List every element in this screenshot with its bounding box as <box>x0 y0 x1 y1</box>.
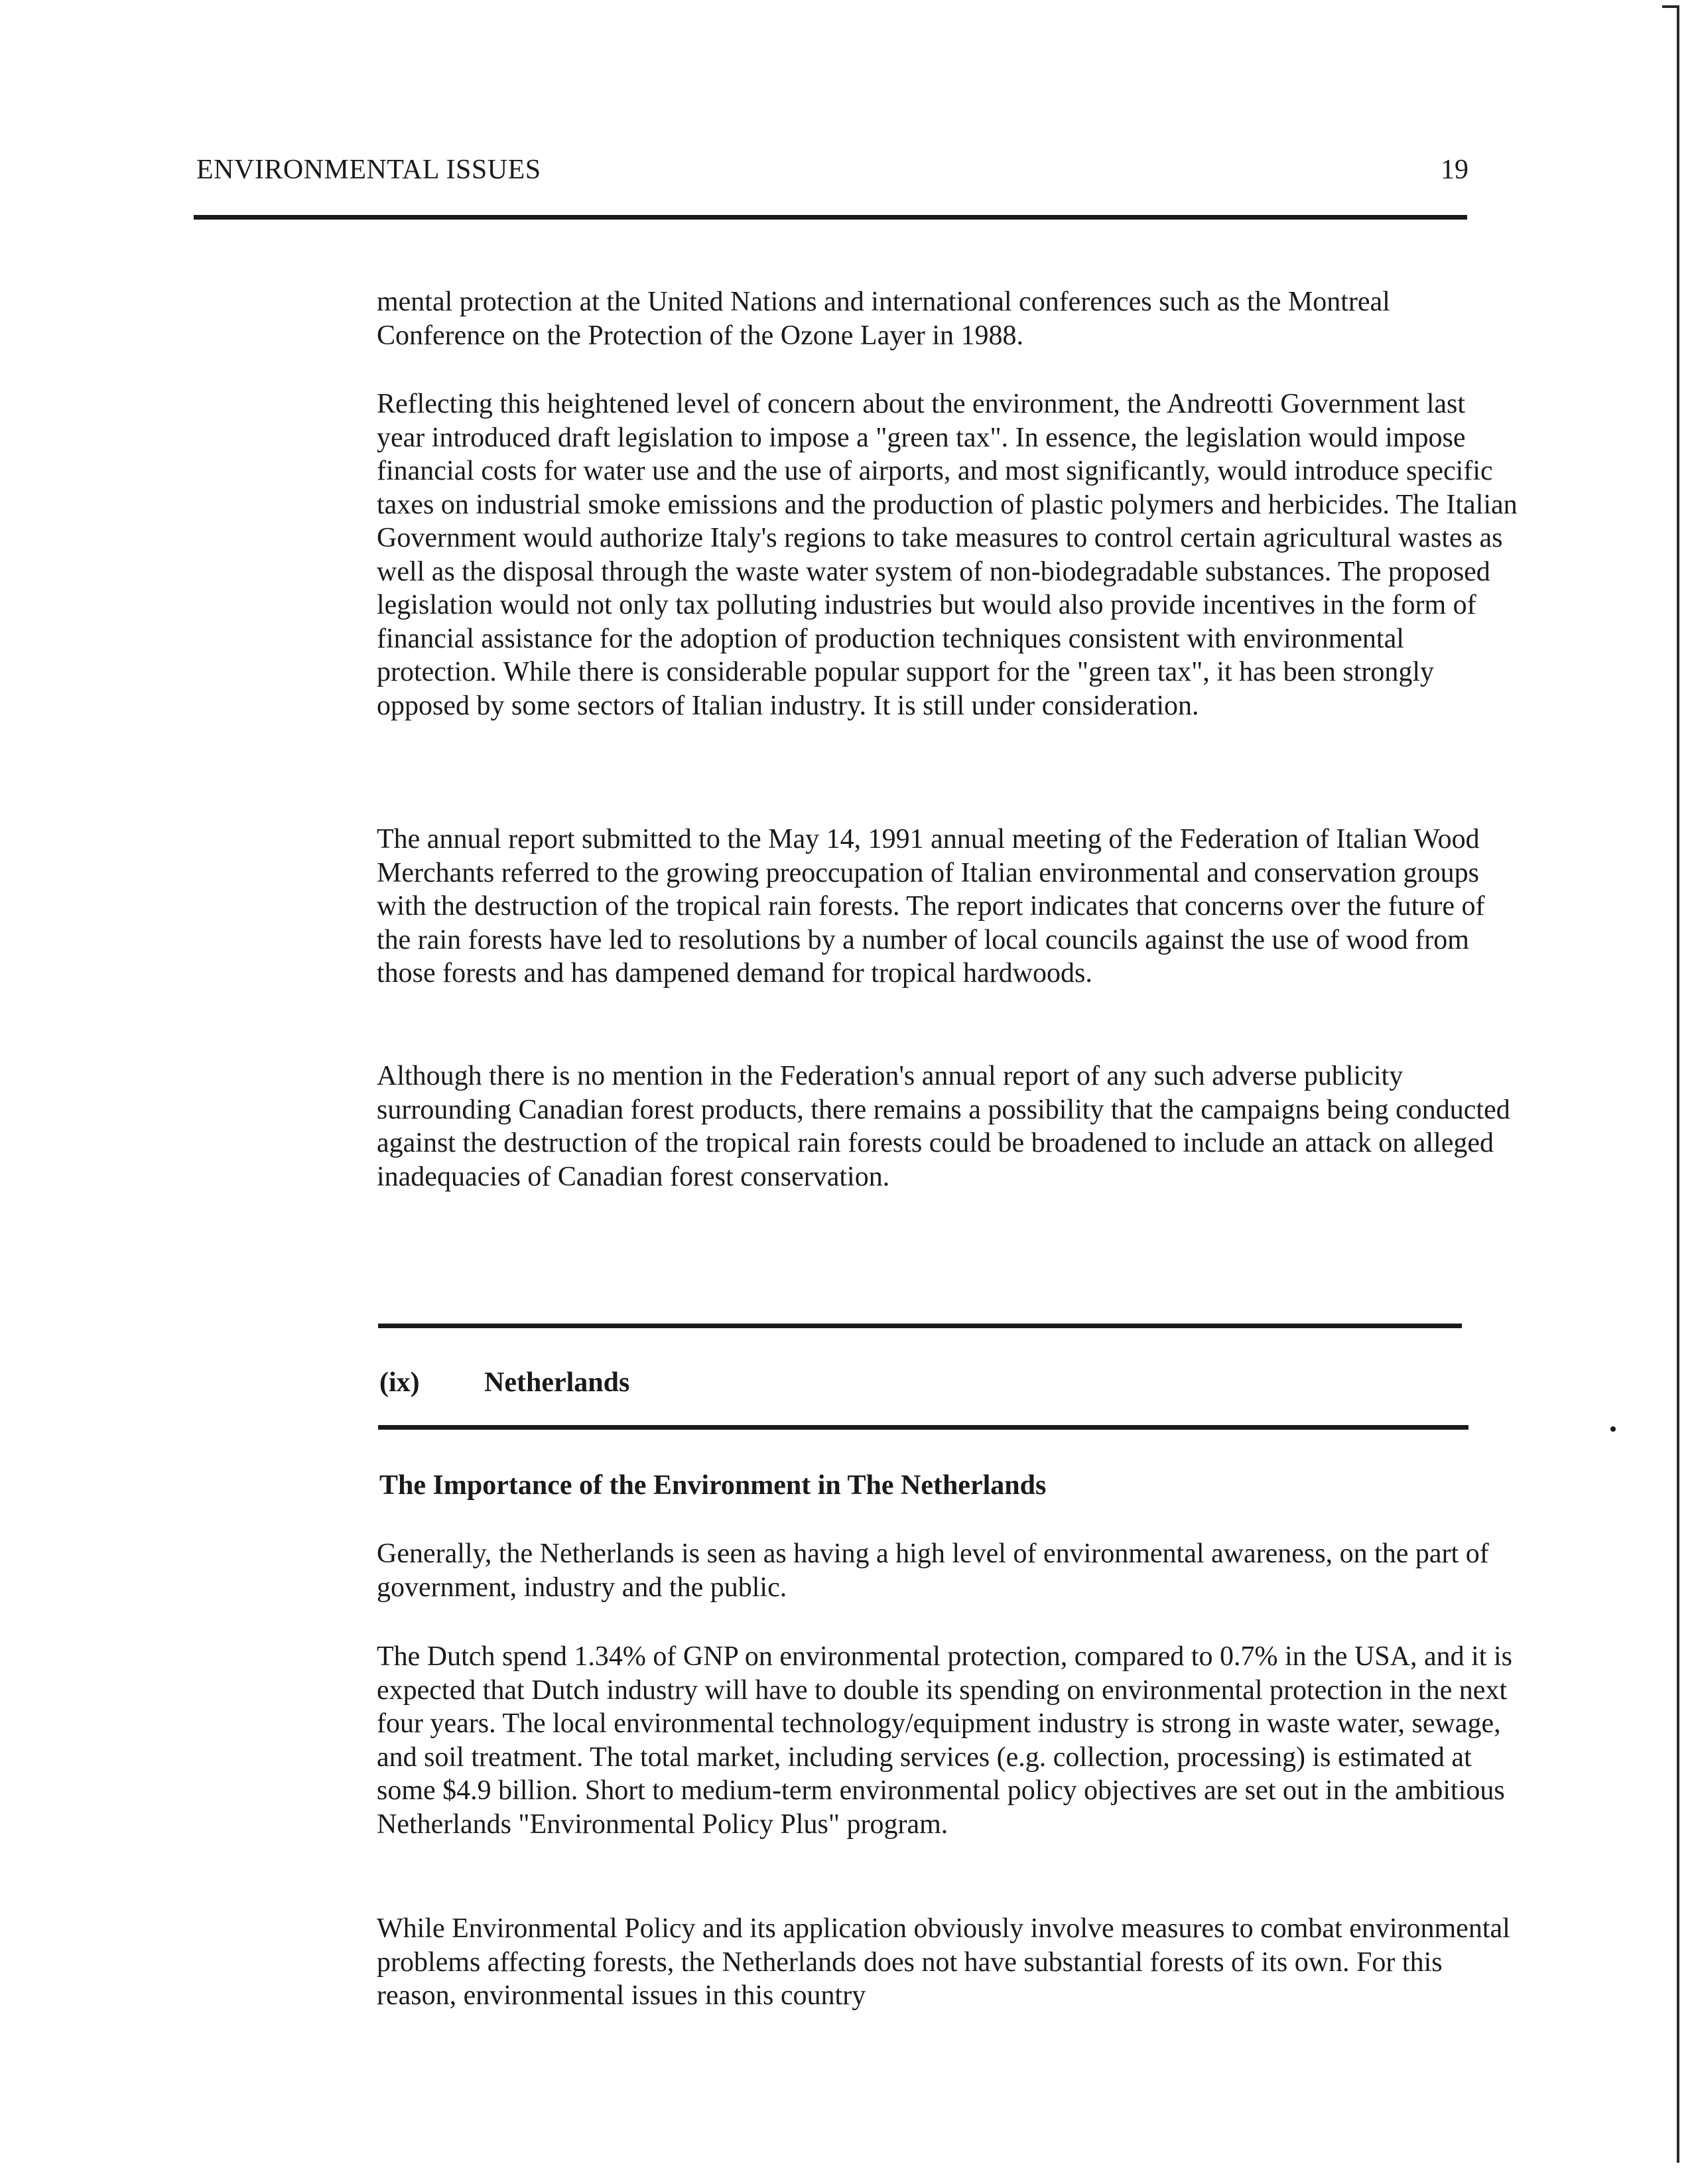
subheading: The Importance of the Environment in The Netherlands <box>379 1470 1047 1501</box>
header-rule <box>194 215 1467 220</box>
paragraph: Generally, the Netherlands is seen as having a high level of environmental awareness, on the part of government, industry and the public. <box>377 1538 1489 1603</box>
section-rule-bottom <box>378 1425 1468 1430</box>
page-number: 19 <box>1441 155 1468 185</box>
section-heading <box>379 1367 629 1399</box>
paragraph: The annual report submitted to the May 14, 1991 annual meeting of the Federation of Italian Wood Merchants referred to the growing preoccupation of Italian environmental and conservation groups with the destruction of the tropical rain forests. The report indicates that concerns over the future of the rain forests have led to resolutions by a number of local councils against the use of wood from those forests and has dampened demand for tropical hardwoods. <box>377 824 1485 989</box>
paragraph: mental protection at the United Nations and international conferences such as the Montreal Conference on the Protection of the Ozone Layer in 1988. <box>377 287 1390 351</box>
section-title: Netherlands <box>484 1367 630 1398</box>
paragraph: Reflecting this heightened level of concern about the environment, the Andreotti Government last year introduced draft legislation to impose a "green tax". In essence, the legislation would impose financial costs for water use and the use of airports, and most significantly, would introduce specific taxes on industrial smoke emissions and the production of plastic polymers and herbicides. The Italian Government would authorize Italy's regions to take measures to control certain agricultural wastes as well as the disposal through the waste water system of non-biodegradable substances. The proposed legislation would not only tax polluting industries but would also provide incentives in the form of financial assistance for the adoption of production techniques consistent with environmental protection. While there is considerable popular support for the "green tax", it has been strongly opposed by some sectors of Italian industry. It is still under consideration. <box>377 389 1518 721</box>
section-number: (ix) <box>379 1367 420 1398</box>
paragraph: While Environmental Policy and its application obviously involve measures to combat environmental problems affecting forests, the Netherlands does not have substantial forests of its own. For this reason, environmental issues in this country <box>377 1913 1510 2011</box>
paragraph: The Dutch spend 1.34% of GNP on environmental protection, compared to 0.7% in the USA, and it is expected that Dutch industry will have to double its spending on environmental protection in the next four years. The local environmental technology/equipment industry is strong in waste water, sewage, and soil treatment. The total market, including services (e.g. collection, processing) is estimated at some $4.9 billion. Short to medium-term environmental policy objectives are set out in the ambitious Netherlands "Environmental Policy Plus" program. <box>377 1641 1512 1840</box>
section-rule-top <box>378 1324 1462 1328</box>
scan-speck <box>1610 1426 1616 1432</box>
paragraph: Although there is no mention in the Federation's annual report of any such adverse publicity surrounding Canadian forest products, there remains a possibility that the campaigns being conducted against the destruction of the tropical rain forests could be broadened to include an attack on alleged inadequacies of Canadian forest conservation. <box>377 1061 1510 1192</box>
running-head: ENVIRONMENTAL ISSUES <box>196 155 541 185</box>
page-edge-line <box>1677 7 1679 2163</box>
